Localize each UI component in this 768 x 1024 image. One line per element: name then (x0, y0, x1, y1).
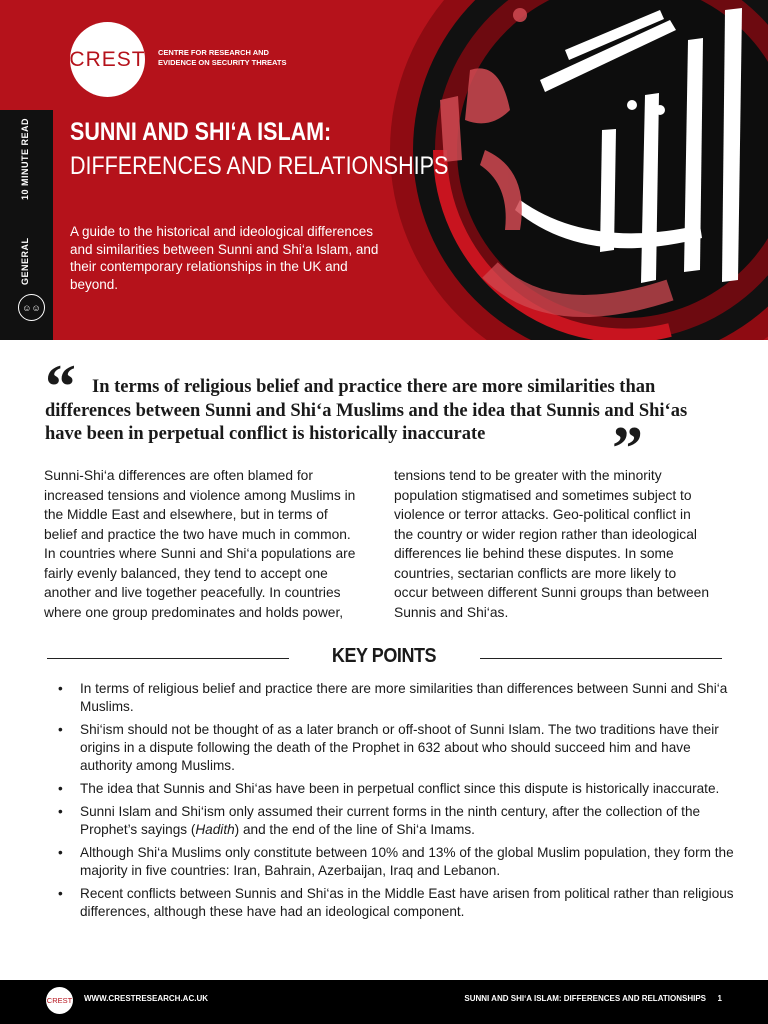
page-subtitle: DIFFERENCES AND RELATIONSHIPS (70, 152, 449, 180)
reading-time-label: 10 MINUTE READ (20, 117, 30, 200)
key-point-text-part: Sunni Islam and Shi‘ism only assumed their current forms in the ninth century, after the collection of the Prophet’s sayings ( (80, 804, 701, 837)
key-point-text: The idea that Sunnis and Shi‘as have been in perpetual conflict since this dispute is historically inaccurate. (80, 781, 720, 796)
key-point-text-part: ) and the end of the line of Shi‘a Imams. (234, 822, 475, 837)
logo-text: CREST (69, 47, 146, 71)
key-point-text: Recent conflicts between Sunnis and Shi‘as in the Middle East have arisen from political rather than religious differences, although these have had an ideological component. (80, 886, 734, 919)
people-icon: ☺☺ (22, 302, 41, 313)
key-point-text: Shi‘ism should not be thought of as a later branch or off-shoot of Sunni Islam. The two traditions have their origins in a dispute following the death of the Prophet in 632 about who should succeed him and have authority among Muslims. (80, 722, 719, 773)
audience-icon (18, 294, 45, 321)
key-point-text: Although Shi‘a Muslims only constitute between 10% and 13% of the global Muslim population, they form the majority in five countries: Iran, Bahrain, Azerbaijan, Iraq and Lebanon. (80, 845, 734, 878)
key-point-text: In terms of religious belief and practice there are more similarities than differences between Sunni and Shi‘a Muslims. (80, 681, 728, 714)
page-number: 1 (717, 994, 722, 1003)
bullet-icon: • (58, 804, 63, 819)
bullet-icon: • (58, 845, 63, 860)
bullet-icon: • (58, 722, 63, 737)
summary-text: A guide to the historical and ideological differences and similarities between Sunni and Shi‘a Islam, and their contemporary relationships in the UK and beyond. (70, 224, 379, 292)
page-title: SUNNI AND SHI‘A ISLAM: (70, 118, 332, 146)
key-points-heading: KEY POINTS (331, 645, 437, 667)
organisation-name: CENTRE FOR RESEARCH AND EVIDENCE ON SECURITY THREATS (158, 48, 287, 67)
body-column-right: tensions tend to be greater with the minority population stigmatised and sometimes subject to violence or terror attacks. Geo-political conflict in the country or wider region rather than ideological differences lie behind these disputes. In some countries, sectarian conflicts are more likely to occur between different Sunni groups than between Sunnis and Shi‘as. (394, 468, 709, 620)
key-points-list (58, 680, 738, 926)
key-points-rule-right (480, 658, 722, 659)
list-item (58, 844, 738, 880)
open-quote-icon: “ (45, 353, 76, 421)
list-item (58, 803, 738, 839)
header-banner (0, 0, 768, 340)
bullet-icon: • (58, 886, 63, 901)
list-item (58, 680, 738, 716)
footer (0, 980, 768, 1024)
hadith-term: Hadith (195, 822, 235, 837)
footer-logo[interactable] (46, 987, 73, 1014)
list-item (58, 780, 738, 798)
footer-document-title: SUNNI AND SHI‘A ISLAM: DIFFERENCES AND RELATIONSHIPS (464, 994, 706, 1003)
footer-logo-text: CREST (46, 996, 73, 1005)
bullet-icon: • (58, 781, 63, 796)
key-point-text (80, 804, 700, 837)
list-item (58, 885, 738, 921)
pull-quote: In terms of religious belief and practice there are more similarities than differences between Sunni and Shi‘a Muslims and the idea that Sunnis and Shi‘as have been in perpetual conflict is historically inaccurate (45, 377, 688, 444)
body-column-left: Sunni-Shi‘a differences are often blamed for increased tensions and violence among Muslims in the Middle East and elsewhere, but in terms of belief and practice the two have much in common. In countries where Sunni and Shi‘a populations are fairly evenly balanced, they tend to accept one another and live together peacefully. In countries where one group predominates and holds power, (44, 468, 356, 620)
bullet-icon: • (58, 681, 63, 696)
website-link[interactable]: WWW.CRESTRESEARCH.AC.UK (84, 994, 208, 1003)
list-item (58, 721, 738, 775)
close-quote-icon: ” (612, 415, 643, 483)
audience-label: GENERAL (20, 237, 30, 285)
crest-logo[interactable] (70, 22, 145, 97)
